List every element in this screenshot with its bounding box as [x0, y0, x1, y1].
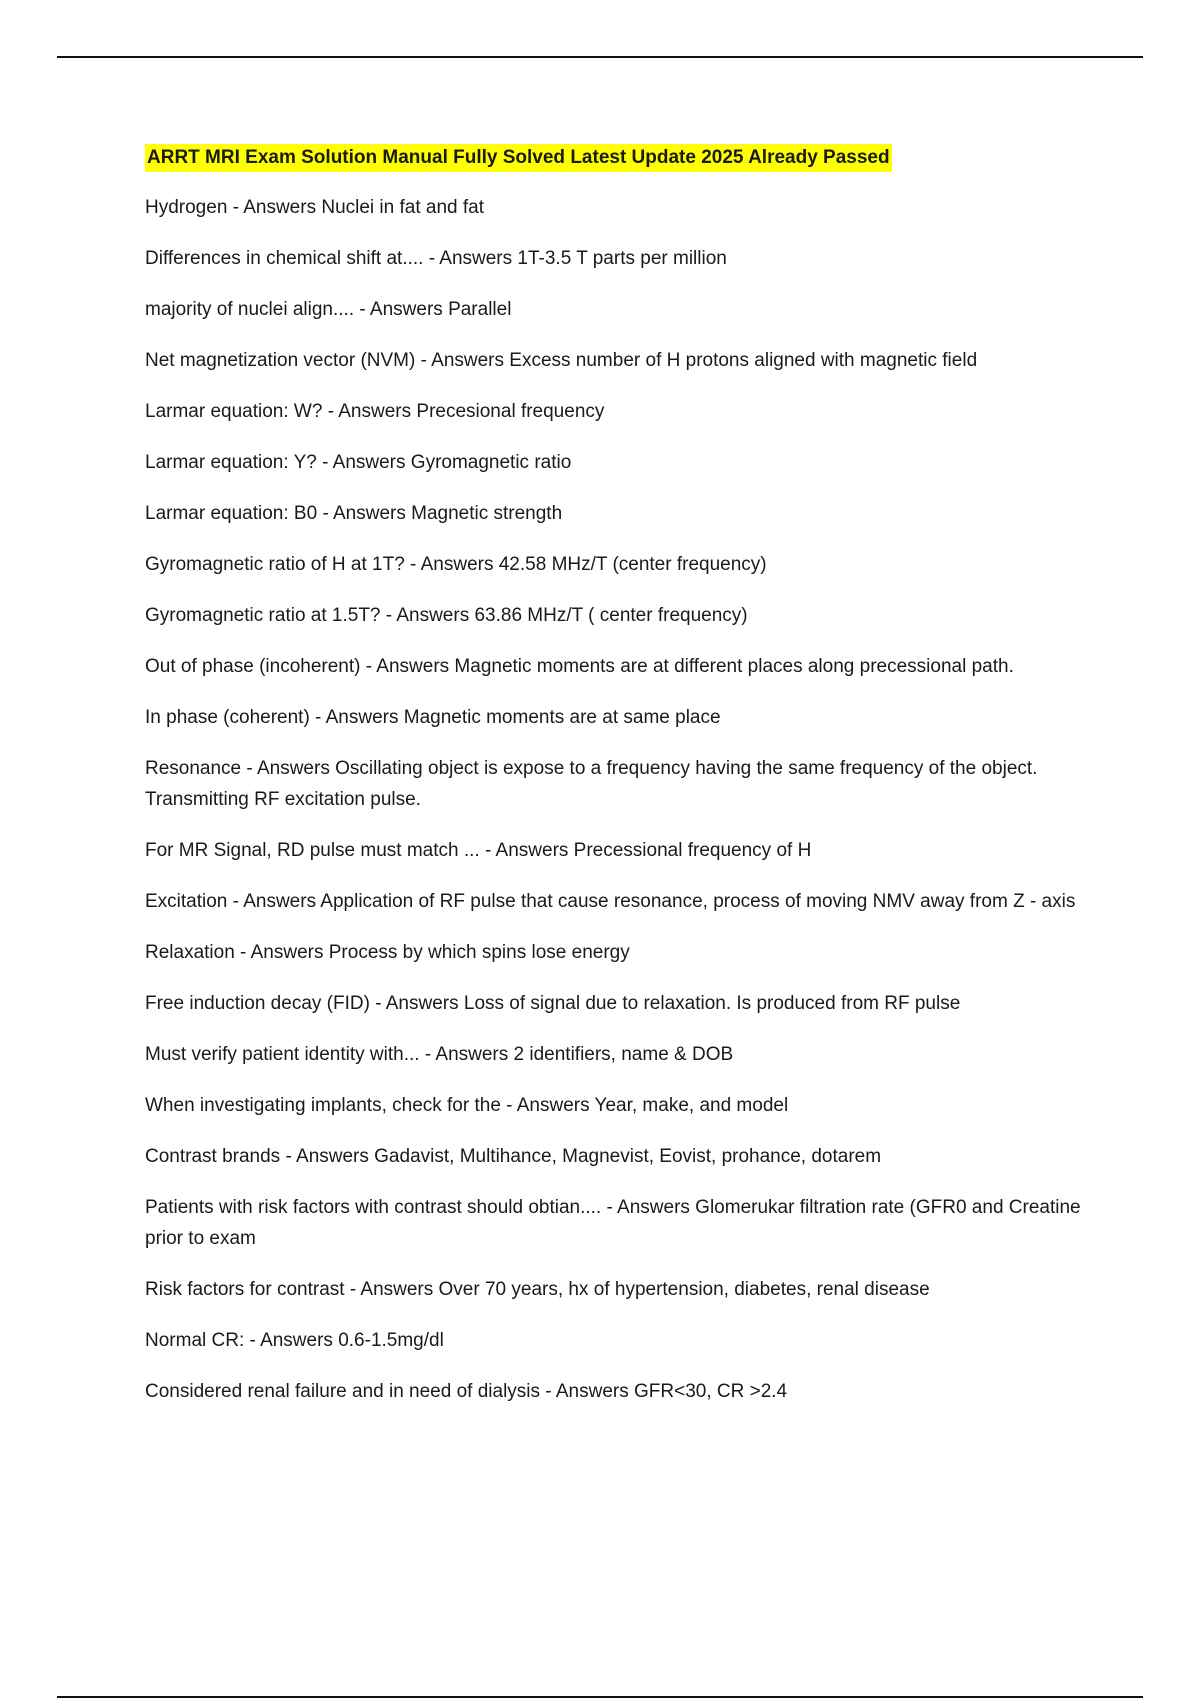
qa-entry: Larmar equation: Y? - Answers Gyromagnetic ratio — [145, 452, 572, 473]
qa-entry: Contrast brands - Answers Gadavist, Multihance, Magnevist, Eovist, prohance, dotarem — [145, 1146, 882, 1167]
qa-entry: Patients with risk factors with contrast should obtian.... - Answers Glomerukar filtration rate (GFR0 and Creatine prior to exam — [145, 1197, 1081, 1249]
qa-list — [145, 192, 1090, 1407]
qa-entry: When investigating implants, check for the - Answers Year, make, and model — [145, 1095, 789, 1116]
qa-entry: In phase (coherent) - Answers Magnetic moments are at same place — [145, 707, 721, 728]
qa-entry: Resonance - Answers Oscillating object is expose to a frequency having the same frequency of the object. Transmitting RF excitation pulse. — [145, 758, 1038, 810]
qa-entry: Hydrogen - Answers Nuclei in fat and fat — [145, 197, 485, 218]
qa-entry: For MR Signal, RD pulse must match ... - Answers Precessional frequency of H — [145, 840, 812, 861]
qa-entry: Gyromagnetic ratio at 1.5T? - Answers 63.86 MHz/T ( center frequency) — [145, 605, 748, 626]
qa-entry: Normal CR: - Answers 0.6-1.5mg/dl — [145, 1330, 444, 1351]
qa-entry: Considered renal failure and in need of dialysis - Answers GFR<30, CR >2.4 — [145, 1381, 788, 1402]
qa-entry: Larmar equation: B0 - Answers Magnetic strength — [145, 503, 563, 524]
header-rule — [57, 56, 1143, 58]
qa-entry: Excitation - Answers Application of RF pulse that cause resonance, process of moving NMV away from Z - axis — [145, 891, 1076, 912]
document-title: ARRT MRI Exam Solution Manual Fully Solved Latest Update 2025 Already Passed — [145, 144, 892, 172]
qa-entry: Free induction decay (FID) - Answers Loss of signal due to relaxation. Is produced from RF pulse — [145, 993, 961, 1014]
qa-entry: Differences in chemical shift at.... - Answers 1T-3.5 T parts per million — [145, 248, 727, 269]
qa-entry: Gyromagnetic ratio of H at 1T? - Answers 42.58 MHz/T (center frequency) — [145, 554, 767, 575]
qa-entry: Out of phase (incoherent) - Answers Magnetic moments are at different places along precessional path. — [145, 656, 1014, 677]
qa-entry: Larmar equation: W? - Answers Precesional frequency — [145, 401, 605, 422]
qa-entry: majority of nuclei align.... - Answers Parallel — [145, 299, 512, 320]
qa-entry: Net magnetization vector (NVM) - Answers Excess number of H protons aligned with magnetic field — [145, 350, 978, 371]
document-body — [145, 144, 1090, 1427]
footer-rule — [57, 1696, 1143, 1698]
qa-entry: Must verify patient identity with... - Answers 2 identifiers, name & DOB — [145, 1044, 734, 1065]
qa-entry: Risk factors for contrast - Answers Over 70 years, hx of hypertension, diabetes, renal disease — [145, 1279, 930, 1300]
qa-entry: Relaxation - Answers Process by which spins lose energy — [145, 942, 630, 963]
